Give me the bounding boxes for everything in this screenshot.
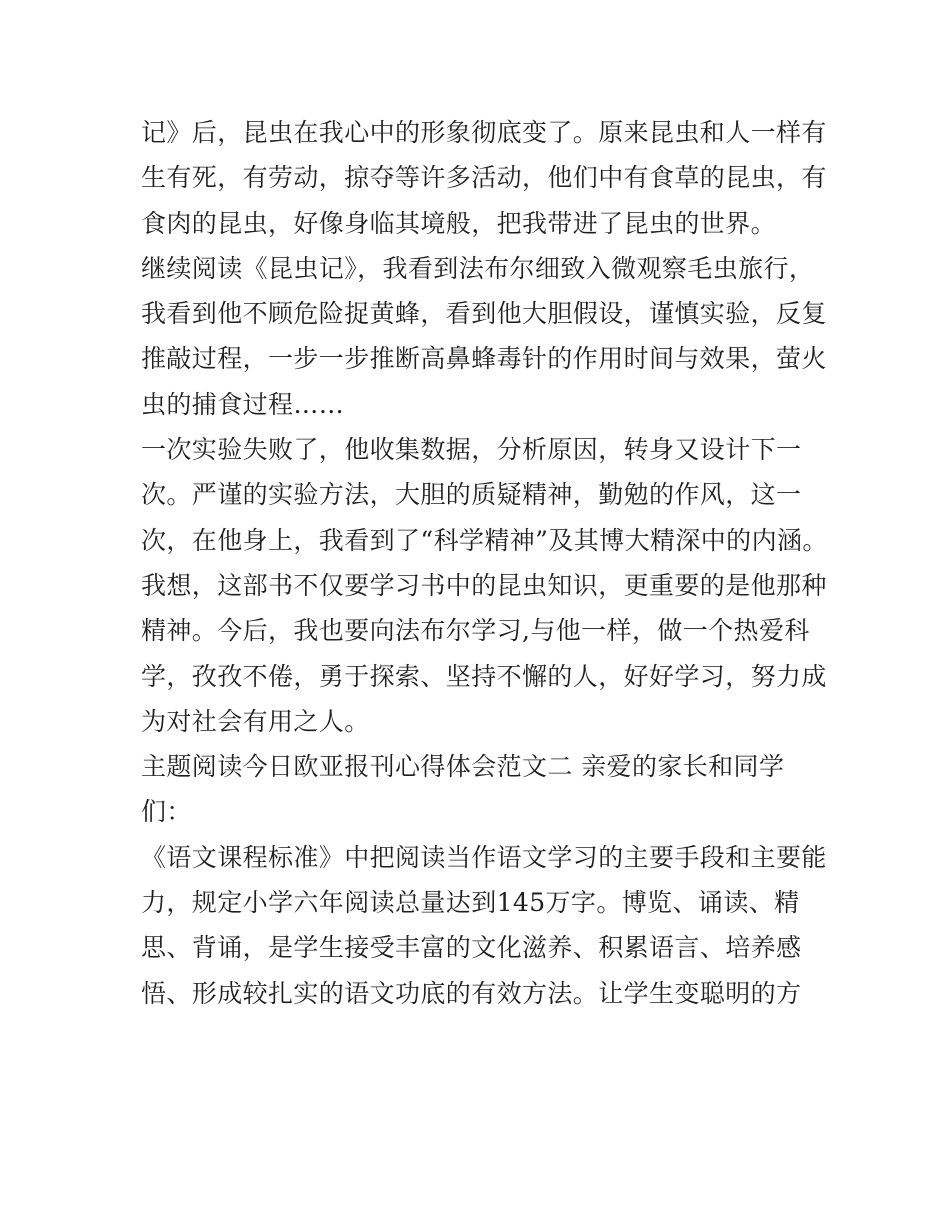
text-line: 次。严谨的实验方法，大胆的质疑精神，勤勉的作风，这一 bbox=[141, 480, 802, 510]
text-line: 记》后，昆虫在我心中的形象彻底变了。原来昆虫和人一样有 bbox=[141, 118, 827, 147]
text-line: 虫的捕食过程…… bbox=[141, 389, 345, 419]
text-line: 我想，这部书不仅要学习书中的昆虫知识，更重要的是他那种 bbox=[141, 570, 827, 600]
text-line: 继续阅读《昆虫记》，我看到法布尔细致入微观察毛虫旅行， bbox=[141, 253, 815, 283]
text-line: 食肉的昆虫，好像身临其境般，把我带进了昆虫的世界。 bbox=[141, 208, 777, 238]
text-line: 《语文课程标准》中把阅读当作语文学习的主要手段和主要能 bbox=[141, 842, 827, 872]
text-line: 学，孜孜不倦，勇于探索、坚持不懈的人，好好学习，努力成 bbox=[141, 661, 827, 691]
text-line: 悟、形成较扎实的语文功底的有效方法。让学生变聪明的方 bbox=[141, 978, 802, 1008]
text-line: 推敲过程，一步一步推断高鼻蜂毒针的作用时间与效果，萤火 bbox=[141, 344, 827, 374]
text-line: 力，规定小学六年阅读总量达到145万字。博览、诵读、精 bbox=[141, 888, 800, 918]
text-line: 思、背诵，是学生接受丰富的文化滋养、积累语言、培养感 bbox=[141, 933, 802, 963]
document-body bbox=[141, 110, 841, 1016]
text-line: 我看到他不顾危险捉黄蜂，看到他大胆假设，谨慎实验，反复 bbox=[141, 299, 827, 329]
text-line: 生有死，有劳动，掠夺等许多活动，他们中有食草的昆虫，有 bbox=[141, 163, 827, 193]
text-line: 精神。今后，我也要向法布尔学习,与他一样，做一个热爱科 bbox=[141, 616, 810, 646]
text-line: 为对社会有用之人。 bbox=[141, 706, 370, 736]
text-line: 一次实验失败了，他收集数据，分析原因，转身又设计下一 bbox=[141, 435, 802, 465]
text-line: 次，在他身上，我看到了“科学精神”及其博大精深中的内涵。 bbox=[141, 525, 828, 555]
text-line: 主题阅读今日欧亚报刊心得体会范文二 亲爱的家长和同学 bbox=[141, 752, 785, 782]
text-line: 们： bbox=[141, 797, 192, 827]
